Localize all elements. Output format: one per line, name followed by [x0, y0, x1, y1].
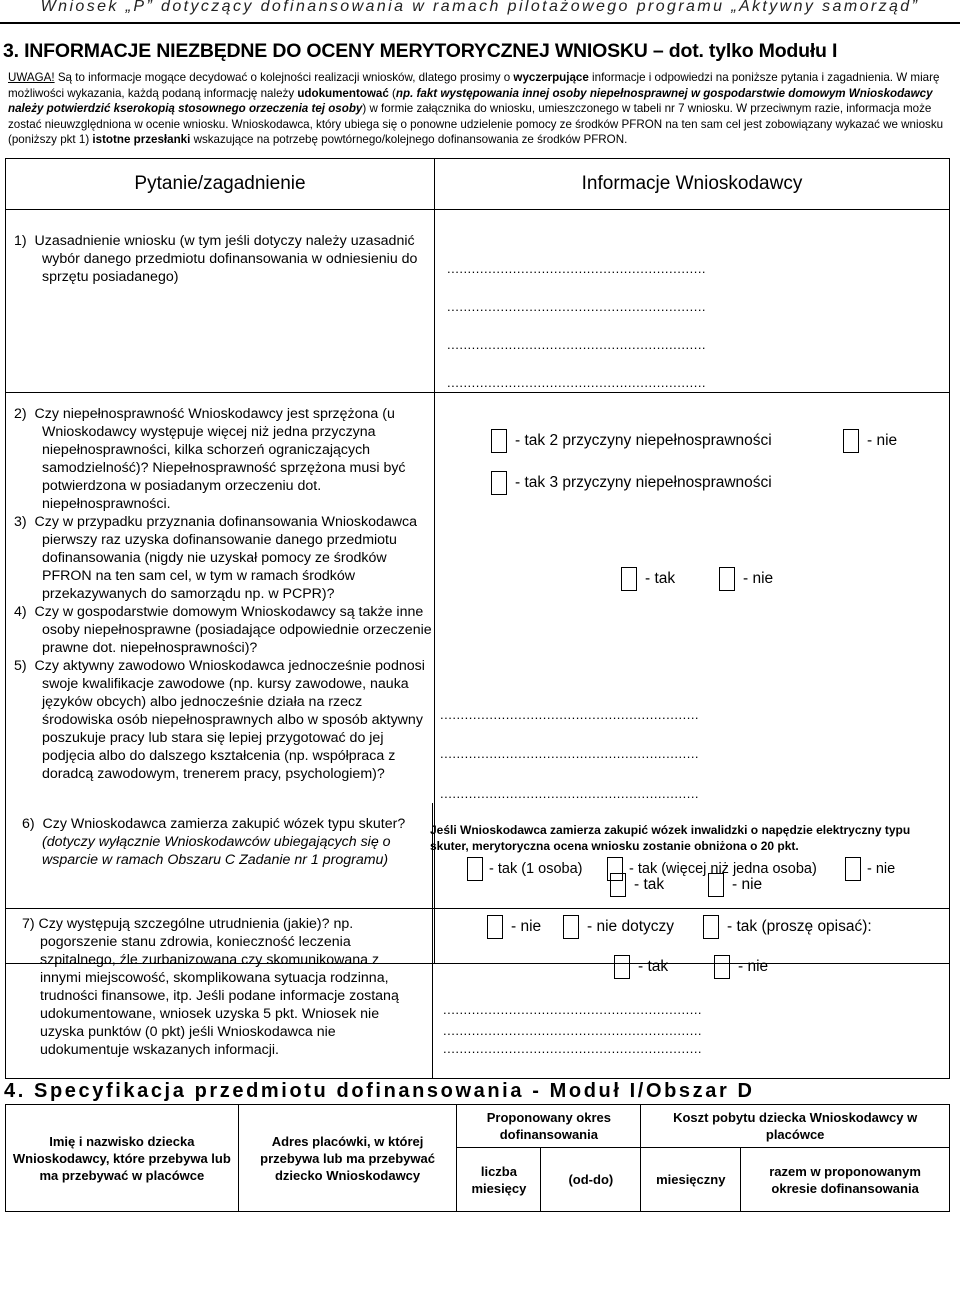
option-label: - tak (proszę opisać): [727, 918, 872, 936]
option-label: - nie [738, 958, 769, 976]
column-divider [432, 803, 433, 908]
option-label: - tak [638, 958, 669, 976]
column-divider [432, 908, 433, 1078]
spec-header-cost: Koszt pobytu dziecka Wnioskodawcy w placówce [641, 1105, 950, 1148]
intro-text: ) w formie załącznika do wniosku, umieszczonego w tabeli nr 7 wniosku. W przeciwnym razie, informacja może zostać nieuwzględniona w ocenie wniosku. Wnioskodawca, który ubiega się o ponowne udzielenie pomocy ze środków PFRON na ten sam cel jest zobowiązany wykazać we wniosku (poniższy pkt 1) [8, 102, 944, 147]
q7-option-yes[interactable] [614, 955, 668, 979]
option-label: - nie dotyczy [587, 918, 675, 936]
option-label: - nie [732, 876, 763, 894]
spec-header-facility-address: Adres placówki, w której przebywa lub ma przebywać dziecko Wnioskodawcy [238, 1105, 457, 1212]
answer-line[interactable]: ............................................................... [447, 299, 707, 314]
page-header: Wniosek „P” dotyczący dofinansowania w ramach pilotażowego programu „Aktywny samorząd” [40, 0, 920, 15]
checkbox-icon[interactable] [614, 955, 630, 979]
q6-option-no[interactable] [708, 873, 762, 897]
spec-subheader-monthly: miesięczny [641, 1148, 741, 1212]
question-2: 2) Czy niepełnosprawność Wnioskodawcy jest sprzężona (u Wnioskodawcy występuje więcej niż jedna przyczyna niepełnosprawności, kilka schorzeń ograniczających samodzielność)? Niepełnosprawność sprzężona musi być potwierdzona w posiadanym orzeczeniu dot. niepełnosprawności. [14, 406, 406, 512]
column-header-question: Pytanie/zagadnienie [6, 159, 435, 210]
question-5: 5) Czy aktywny zawodowo Wnioskodawca jednocześnie podnosi swoje kwalifikacje zawodowe (np. kursy zawodowe, nauka języków obcych) albo jednocześnie działa na rzecz środowiska osób niepełnosprawnych albo w sposób aktywny poszukuje pracy lub stara się lepiej przygotować do jej podjęcia albo do dalszego kształcenia (np. współpraca z doradcą zawodowym, trenerem pracy, psychologiem)? [14, 658, 425, 782]
spec-subheader-months: liczba miesięcy [457, 1148, 541, 1212]
checkbox-icon[interactable] [491, 471, 507, 495]
answer-line[interactable]: ............................................................... [440, 707, 700, 722]
intro-bold: wyczerpujące [513, 71, 589, 84]
answer-line[interactable]: ............................................................... [443, 1041, 703, 1056]
answer-line[interactable]: ............................................................... [447, 261, 707, 276]
question-1-cell [6, 210, 435, 393]
answer-line[interactable]: ............................................................... [440, 786, 700, 801]
question-4: 4) Czy w gospodarstwie domowym Wnioskodawcy są także inne osoby niepełnosprawne (posiadające odpowiednie orzeczenie prawne dot. niepełnosprawności)? [14, 604, 432, 656]
option-label: - tak (1 osoba) [489, 860, 583, 877]
option-label: - nie [867, 860, 896, 877]
intro-note [8, 70, 953, 148]
intro-text: ( [388, 86, 396, 100]
question-6-info: Jeśli Wnioskodawca zamierza zakupić wózek inwalidzki o napędzie elektryczny typu skuter, merytoryczna ocena wniosku zostanie obniżona o 20 pkt. [430, 823, 911, 853]
intro-bold: istotne przesłanki [92, 133, 191, 147]
question-3: 3) Czy w przypadku przyznania dofinansowania Wnioskodawca pierwszy raz uzyska dofinansowanie danego przedmiotu dofinansowania (nigdy nie uzyskał pomocy ze środków PFRON na ten sam cel, w tym w ramach środków przekazywanych do samorządu np. w PCPR)? [14, 514, 417, 602]
checkbox-icon[interactable] [621, 567, 637, 591]
spec-subheader-from-to: (od-do) [541, 1148, 641, 1212]
checkbox-icon[interactable] [610, 873, 626, 897]
answer-1-cell [435, 210, 950, 393]
question-6 [14, 815, 409, 869]
answer-line[interactable]: ............................................................... [443, 1002, 703, 1017]
intro-text: Są to informacje mogące decydować o kolejności realizacji wniosków, dlatego prosimy o [54, 71, 514, 84]
answer-line[interactable]: ............................................................... [440, 746, 700, 761]
question-6-note: (dotyczy wyłącznie Wnioskodawców ubiegających się o wsparcie w ramach Obszaru C Zadanie nr 1 programu) [42, 834, 391, 868]
option-label: - tak [645, 570, 676, 588]
q7-option-no[interactable] [714, 955, 768, 979]
checkbox-icon[interactable] [843, 429, 859, 453]
option-label: - nie [511, 918, 542, 936]
option-label: - tak [634, 876, 665, 894]
q2-option-two-causes[interactable] [491, 429, 772, 453]
option-label: - tak 3 przyczyny niepełnosprawności [515, 474, 772, 492]
column-header-answer: Informacje Wnioskodawcy [435, 159, 950, 210]
header-rule [0, 22, 960, 24]
intro-text: wskazujące na potrzebę powtórnego/kolejnego dofinansowania ze środków PFRON. [190, 133, 628, 147]
answer-line[interactable]: ............................................................... [447, 337, 707, 352]
q6-option-yes[interactable] [610, 873, 664, 897]
spec-header-child-name: Imię i nazwisko dziecka Wnioskodawcy, które przebywa lub ma przebywać w placówce [6, 1105, 239, 1212]
q2-option-three-causes[interactable] [491, 471, 772, 495]
intro-example: np. fakt występowania innej osoby niepełnosprawnej w gospodarstwie domowym Wnioskodawcy należy potwierdzić kserokopią stosownego orzeczenia tej osoby [8, 86, 933, 116]
option-label: - tak 2 przyczyny niepełnosprawności [515, 432, 772, 450]
question-6-text: 6) Czy Wnioskodawca zamierza zakupić wózek typu skuter? [22, 816, 406, 832]
section-4-title: 4. Specyfikacja przedmiotu dofinansowania - Moduł I/Obszar D [4, 1080, 755, 1102]
warning-label: UWAGA! [8, 71, 55, 84]
checkbox-icon[interactable] [491, 429, 507, 453]
question-1: 1) Uzasadnienie wniosku (w tym jeśli dotyczy należy uzasadnić wybór danego przedmiotu dofinansowania w odniesieniu do sprzętu posiadanego) [14, 233, 418, 285]
option-label: - nie [867, 432, 898, 450]
q3-option-no[interactable] [719, 567, 773, 591]
q3-option-yes[interactable] [621, 567, 675, 591]
question-7: 7) Czy występują szczególne utrudnienia (jakie)? np. pogorszenie stanu zdrowia, konieczność leczenia szpitalnego, źle zurbanizowana czy skomunikowana z innymi miejscowość, skomplikowana sytuacja rodzinna, trudności finansowe, itp. Jeśli podane informacje zostaną udokumentowane, wniosek uzyska 5 pkt. Wniosek nie uzyska punktów (0 pkt) jeśli Wnioskodawca nie udokumentuje wskazanych informacji. [22, 916, 399, 1058]
option-label: - nie [743, 570, 774, 588]
checkbox-icon[interactable] [719, 567, 735, 591]
spec-subheader-total: razem w proponowanym okresie dofinansowania [741, 1148, 950, 1212]
option-label: - tak (więcej niż jedna osoba) [629, 860, 817, 877]
intro-bold: udokumentować [297, 86, 389, 100]
checkbox-icon[interactable] [714, 955, 730, 979]
intro-text: informacje i odpowiedzi na poniższe pytania i zagadnienia. W miarę możliwości wykazania, każdą podaną informację należy [8, 71, 940, 100]
answer-line[interactable]: ............................................................... [447, 375, 707, 390]
specification-table [5, 1104, 950, 1212]
section-3-title: 3. INFORMACJE NIEZBĘDNE DO OCENY MERYTORYCZNEJ WNIOSKU – dot. tylko Modułu I [3, 40, 838, 62]
answer-line[interactable]: ............................................................... [443, 1023, 703, 1038]
checkbox-icon[interactable] [708, 873, 724, 897]
spec-header-period: Proponowany okres dofinansowania [457, 1105, 641, 1148]
q2-option-no[interactable] [843, 429, 897, 453]
